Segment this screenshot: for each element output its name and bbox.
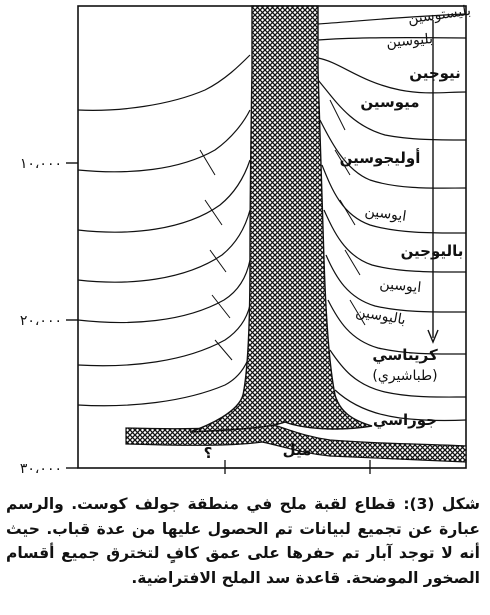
label-paleocene: باليوسين [354,303,407,329]
layer-labels [340,3,472,429]
label-miocene: ميوسين [360,93,420,111]
label-eocene-upper: ايوسين [363,203,408,225]
left-strata [78,55,250,406]
scale-bar [225,460,370,474]
y-axis [20,156,78,477]
y-tick-label-30000: ٣٠،٠٠٠ [19,461,62,477]
label-pleistocene: بليستوسين [406,2,472,28]
scale-question-mark: ؟ [203,444,213,462]
label-neogene: نيوجين [409,64,461,82]
label-pliocene: بليوسين [385,31,434,52]
figure-caption: شكل (3): قطاع لقبة ملح في منطقة جولف كوست. والرسم عبارة عن تجميع لبيانات تم الحصول عليها من عدة قباب. حيث أنه لا توجد آبار تم حفرها على عمق كافٍ لتخترق جميع أقسام الصخور الموضحة. قاعدة سد الملح الافتراضية. [6,495,481,587]
label-oligocene: أوليجوسين [339,149,421,167]
scale-label: ميل [282,441,312,459]
y-tick-label-20000: ٢٠،٠٠٠ [19,313,62,329]
salt-stock [190,6,372,432]
label-jurassic: جوراسي [373,411,437,429]
label-paleogene: باليوجين [400,242,464,260]
y-tick-label-10000: ١٠،٠٠٠ [19,156,62,172]
label-cretaceous-alt: (طباشيري) [372,368,438,384]
label-eocene-lower: ايوسين [378,275,422,297]
label-cretaceous: كريتاسي [372,346,438,364]
